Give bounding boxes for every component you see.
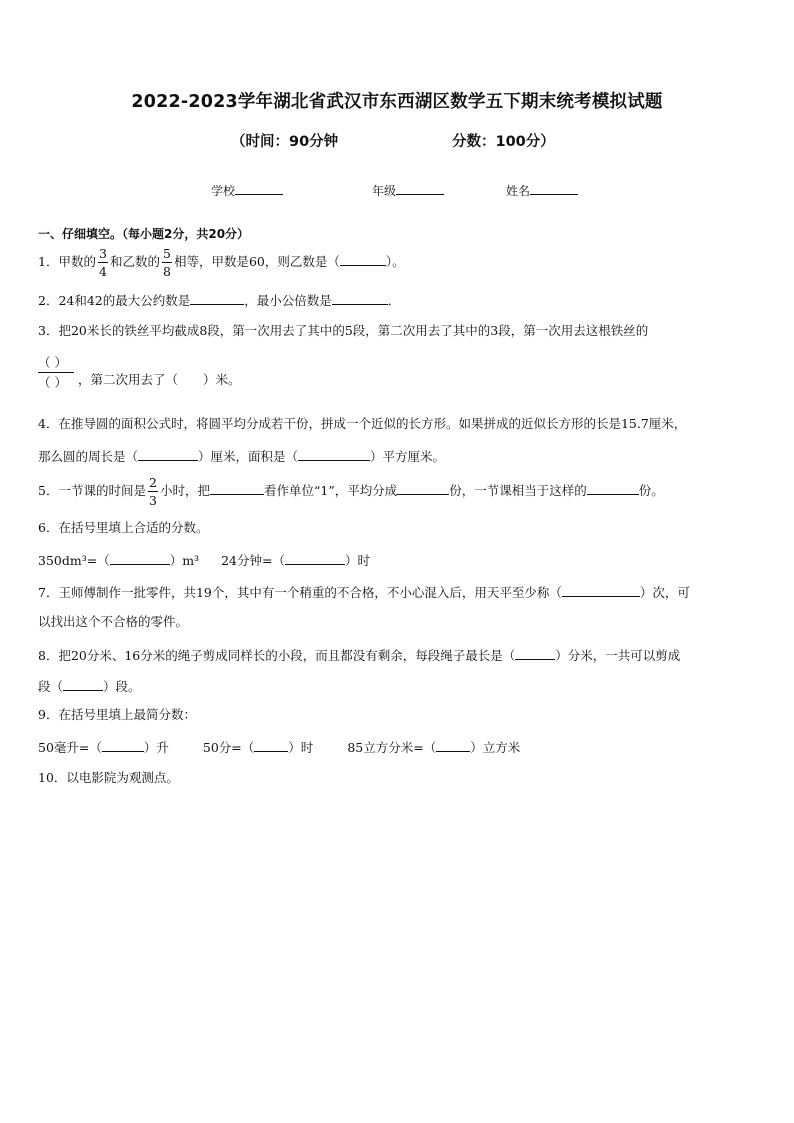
page-title: 2022-2023学年湖北省武汉市东西湖区数学五下期末统考模拟试题 bbox=[131, 92, 663, 112]
q4-text-c: ）平方厘米。 bbox=[370, 449, 446, 464]
q4-text-b: ）厘米，面积是（ bbox=[198, 449, 299, 464]
answer-blank[interactable] bbox=[110, 551, 170, 565]
q7-text-b: ）次，可 bbox=[639, 585, 690, 600]
q9-text-b: ）升 bbox=[143, 740, 169, 755]
fraction-3-4 bbox=[98, 246, 108, 279]
fraction-numerator-blank[interactable]: （ ） bbox=[38, 355, 67, 370]
q4-text-a: 那么圆的周长是（ bbox=[38, 449, 139, 464]
grade-label: 年级 bbox=[372, 184, 397, 198]
name-label: 姓名 bbox=[506, 184, 531, 198]
question-3-tail: ，第二次用去了（ ）米。 bbox=[78, 372, 241, 387]
answer-blank[interactable] bbox=[102, 738, 144, 752]
answer-blank[interactable] bbox=[562, 583, 640, 597]
q6-text-b: ）m³ bbox=[169, 553, 200, 568]
q5-text-c: 看作单位“1”，平均分成 bbox=[263, 483, 398, 498]
answer-blank[interactable] bbox=[285, 551, 345, 565]
school-blank[interactable] bbox=[235, 182, 283, 195]
q7-text-a: 7．王师傅制作一批零件，共19个，其中有一个稍重的不合格，不小心混入后，用天平至少称（ bbox=[38, 585, 562, 600]
q5-text-d: 份，一节课相当于这样的 bbox=[449, 483, 587, 498]
grade-blank[interactable] bbox=[396, 182, 444, 195]
q6-text-d: ）时 bbox=[344, 553, 370, 568]
fraction-denominator-blank[interactable]: （ ） bbox=[38, 375, 67, 390]
q9-text-e: 85立方分米=（ bbox=[347, 740, 437, 755]
question-7 bbox=[38, 583, 690, 601]
answer-blank[interactable] bbox=[340, 252, 386, 266]
q2-text-a: 2．24和42的最大公约数是 bbox=[38, 293, 191, 308]
section-heading: 一、仔细填空。（每小题2分，共20分） bbox=[38, 227, 250, 241]
fraction-5-8 bbox=[162, 246, 172, 279]
q1-text-a: 1．甲数的 bbox=[38, 254, 96, 269]
school-field[interactable] bbox=[211, 182, 283, 199]
answer-blank[interactable] bbox=[63, 677, 103, 691]
q5-text-a: 5．一节课的时间是 bbox=[38, 483, 146, 498]
q1-text-b: 和乙数的 bbox=[109, 254, 160, 269]
answer-blank[interactable] bbox=[587, 481, 639, 495]
fraction-2-3 bbox=[148, 475, 158, 508]
q5-text-e: 份。 bbox=[638, 483, 664, 498]
question-5 bbox=[38, 475, 664, 508]
grade-field[interactable] bbox=[372, 182, 444, 199]
q8-text-a: 8．把20分米、16分米的绳子剪成同样长的小段，而且都没有剩余，每段绳子最长是（ bbox=[38, 648, 516, 663]
q8-text-c: 段（ bbox=[38, 679, 64, 694]
school-label: 学校 bbox=[211, 184, 236, 198]
question-1 bbox=[38, 246, 405, 279]
answer-blank[interactable] bbox=[138, 447, 198, 461]
answer-blank[interactable] bbox=[515, 646, 555, 660]
q8-text-b: ）分米，一共可以剪成 bbox=[555, 648, 681, 663]
q8-text-d: ）段。 bbox=[103, 679, 141, 694]
name-blank[interactable] bbox=[530, 182, 578, 195]
question-7-line-2: 以找出这个不合格的零件。 bbox=[38, 614, 189, 629]
question-4-line-2 bbox=[38, 447, 445, 465]
q9-text-d: ）时 bbox=[288, 740, 314, 755]
answer-blank[interactable] bbox=[397, 481, 449, 495]
question-9-line-2 bbox=[38, 738, 520, 756]
answer-blank[interactable] bbox=[298, 447, 370, 461]
answer-blank[interactable] bbox=[190, 291, 244, 305]
q6-text-c: 24分钟=（ bbox=[221, 553, 285, 568]
fraction-numerator: 2 bbox=[148, 475, 157, 490]
q2-text-b: ，最小公倍数是 bbox=[244, 293, 332, 308]
answer-blank[interactable] bbox=[254, 738, 288, 752]
q9-text-a: 50毫升=（ bbox=[38, 740, 102, 755]
question-8 bbox=[38, 646, 680, 664]
q1-text-c: 相等，甲数是60，则乙数是（ bbox=[173, 254, 340, 269]
fraction-blank[interactable] bbox=[38, 354, 74, 391]
q5-text-b: 小时，把 bbox=[159, 483, 210, 498]
question-10: 10．以电影院为观测点。 bbox=[38, 770, 179, 785]
question-6-line-2 bbox=[38, 551, 370, 569]
answer-blank[interactable] bbox=[332, 291, 388, 305]
question-6: 6．在括号里填上合适的分数。 bbox=[38, 520, 209, 535]
fraction-denominator: 4 bbox=[98, 264, 107, 279]
fraction-denominator: 8 bbox=[162, 264, 171, 279]
fraction-numerator: 3 bbox=[98, 246, 107, 261]
q9-text-c: 50分=（ bbox=[202, 740, 255, 755]
question-4: 4．在推导圆的面积公式时，将圆平均分成若干份，拼成一个近似的长方形。如果拼成的近似长方形的长是15.7厘米， bbox=[38, 416, 687, 431]
fraction-denominator: 3 bbox=[148, 493, 157, 508]
q2-text-c: ． bbox=[387, 293, 401, 308]
fraction-numerator: 5 bbox=[162, 246, 171, 261]
q9-text-f: ）立方米 bbox=[470, 740, 521, 755]
name-field[interactable] bbox=[506, 182, 578, 199]
exam-time: （时间：90分钟 bbox=[231, 134, 339, 150]
q1-text-d: ）。 bbox=[385, 254, 405, 269]
question-3: 3．把20米长的铁丝平均截成8段，第一次用去了其中的5段，第二次用去了其中的3段，第一次用去这根铁丝的 bbox=[38, 323, 649, 338]
question-8-line-2 bbox=[38, 677, 141, 695]
question-2 bbox=[38, 291, 400, 309]
q6-text-a: 350dm³=（ bbox=[38, 553, 110, 568]
question-9: 9．在括号里填上最简分数： bbox=[38, 707, 196, 722]
answer-blank[interactable] bbox=[210, 481, 264, 495]
answer-blank[interactable] bbox=[436, 738, 470, 752]
exam-score: 分数：100分） bbox=[452, 134, 555, 150]
